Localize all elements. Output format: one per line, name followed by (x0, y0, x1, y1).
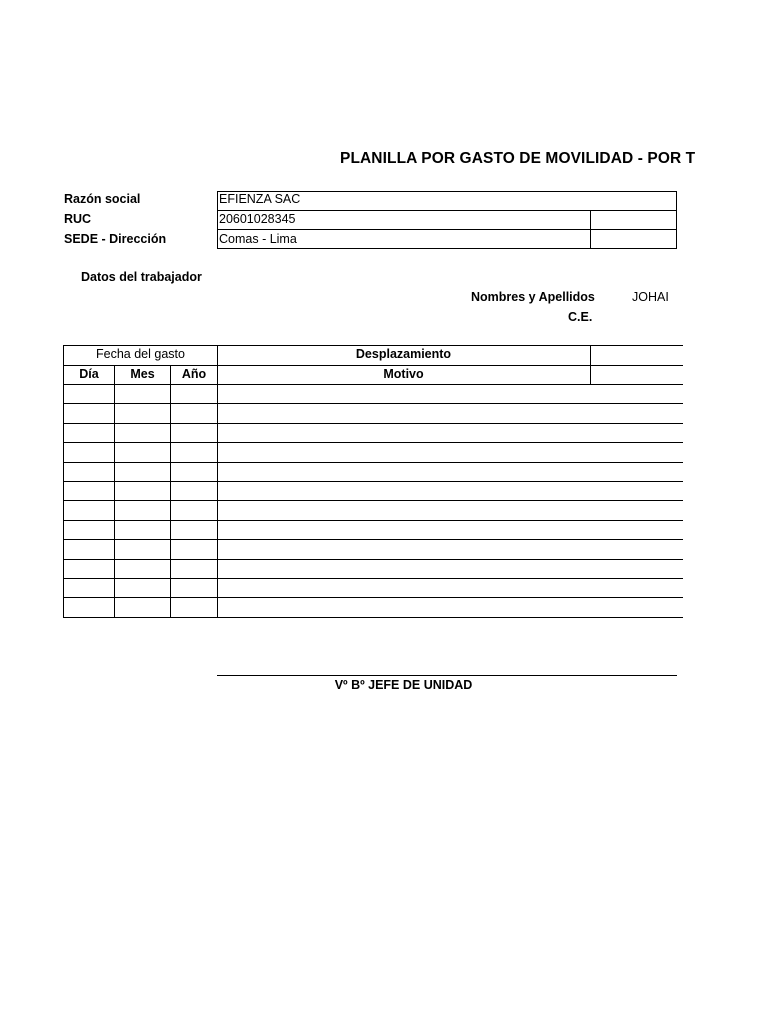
table-row[interactable] (63, 403, 683, 404)
table-row[interactable] (63, 481, 683, 482)
header-motivo: Motivo (383, 367, 424, 381)
razon-social-label: Razón social (64, 192, 141, 206)
ruc-label: RUC (64, 212, 92, 226)
razon-social-value: EFIENZA SAC (219, 192, 301, 206)
ruc-value: 20601028345 (219, 212, 296, 226)
table-row[interactable] (63, 423, 683, 424)
header-fecha-del-gasto: Fecha del gasto (96, 347, 185, 361)
table-row[interactable] (63, 539, 683, 540)
table-row[interactable] (63, 578, 683, 579)
table-row[interactable] (63, 442, 683, 443)
worker-ce-label: C.E. (568, 310, 593, 324)
worker-names-label: Nombres y Apellidos (471, 290, 595, 304)
table-row[interactable] (63, 597, 683, 598)
sede-value: Comas - Lima (219, 232, 297, 246)
table-row[interactable] (63, 617, 683, 618)
header-desplazamiento: Desplazamiento (355, 347, 452, 361)
worker-section-label: Datos del trabajador (81, 270, 202, 284)
col-divider-motivo-extra (590, 345, 591, 385)
signature-label: Vº Bº JEFE DE UNIDAD (334, 678, 473, 692)
header-dia: Día (79, 367, 99, 381)
table-row[interactable] (63, 559, 683, 560)
worker-names-value[interactable]: JOHAI (632, 290, 669, 304)
table-row[interactable] (63, 500, 683, 501)
page-title: PLANILLA POR GASTO DE MOVILIDAD - POR T (340, 150, 696, 167)
header-mes: Mes (130, 367, 155, 381)
table-row[interactable] (63, 462, 683, 463)
table-row[interactable] (63, 520, 683, 521)
info-column-divider (590, 210, 591, 249)
signature-line (217, 675, 677, 676)
header-anio: Año (181, 367, 207, 381)
sede-label: SEDE - Dirección (64, 232, 167, 246)
